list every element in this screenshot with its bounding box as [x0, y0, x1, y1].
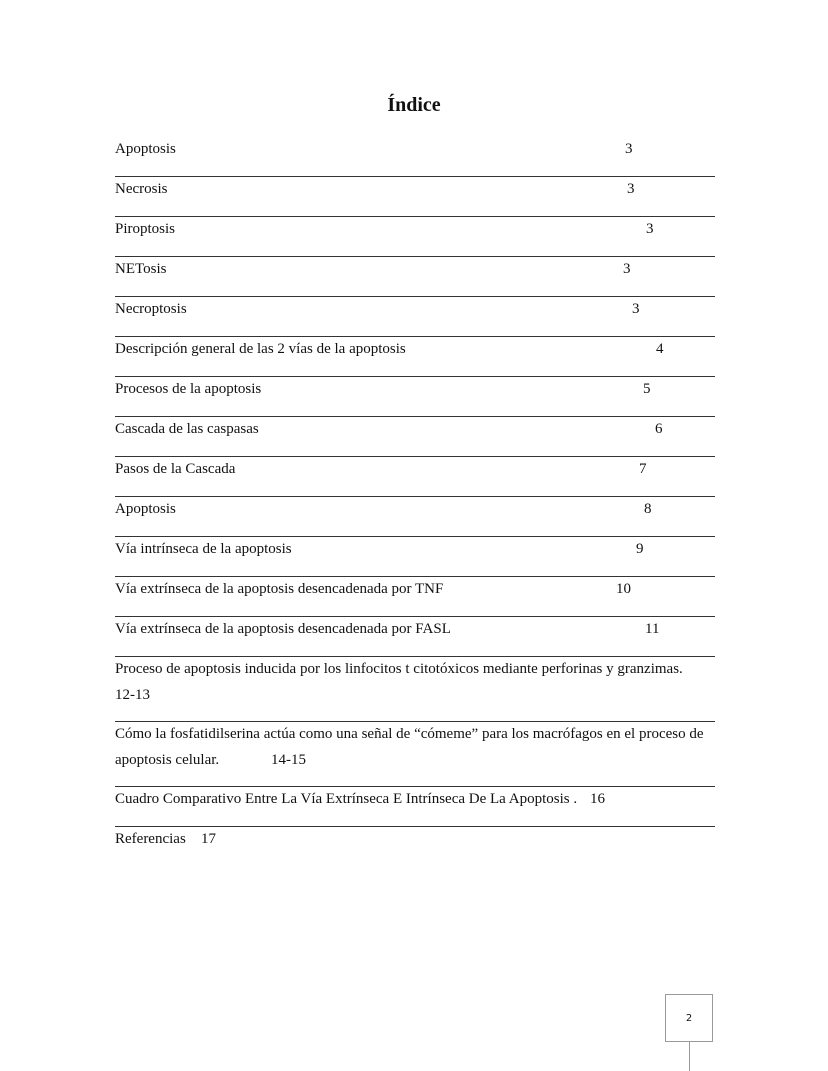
toc-entry-page: 3: [623, 261, 631, 277]
page-title: Índice: [387, 94, 441, 116]
toc-entry-page: 16: [590, 791, 605, 807]
toc-entry-label: Piroptosis: [115, 221, 176, 237]
divider: [115, 176, 715, 177]
toc-entry-page: 3: [625, 141, 633, 157]
toc-entry-page: 3: [632, 301, 640, 317]
page-number: 2: [685, 1012, 693, 1024]
toc-entry-label-line2: apoptosis celular.: [115, 752, 220, 768]
toc-entry-label: Cómo la fosfatidilserina actúa como una señal de “cómeme” para los macrófagos en el proceso de: [115, 726, 704, 742]
toc-entry-page: 7: [639, 461, 647, 477]
toc-entry-label: Referencias: [115, 831, 186, 847]
toc-entry-page: 4: [656, 341, 664, 357]
divider: [115, 216, 715, 217]
toc-entry-label: NETosis: [115, 261, 167, 277]
toc-entry-page: 17: [201, 831, 216, 847]
page-number-connector: [689, 1041, 690, 1071]
toc-entry-label: Necrosis: [115, 181, 168, 197]
toc-entry-page: 8: [644, 501, 652, 517]
toc-entry-label: Apoptosis: [115, 141, 176, 157]
toc-entry-label: Descripción general de las 2 vías de la apoptosis: [115, 341, 406, 357]
toc-entry-label: Pasos de la Cascada: [115, 461, 236, 477]
divider: [115, 496, 715, 497]
toc-entry-label: Apoptosis: [115, 501, 176, 517]
toc-entry-page: 11: [645, 621, 660, 637]
toc-entry-label: Cuadro Comparativo Entre La Vía Extrínseca E Intrínseca De La Apoptosis .: [115, 791, 578, 807]
toc-entry-label: Cascada de las caspasas: [115, 421, 259, 437]
toc-entry-page: 5: [643, 381, 651, 397]
toc-entry-label: Procesos de la apoptosis: [115, 381, 262, 397]
toc-entry-label: Vía extrínseca de la apoptosis desencadenada por FASL: [115, 621, 451, 637]
toc-entry-page: 9: [636, 541, 644, 557]
toc-entry-label: Vía intrínseca de la apoptosis: [115, 541, 292, 557]
divider: [115, 296, 715, 297]
toc-entry-label: Proceso de apoptosis inducida por los linfocitos t citotóxicos mediante perforinas y granzimas.: [115, 661, 683, 677]
toc-entry-page: 3: [646, 221, 654, 237]
toc-entry-page: 10: [616, 581, 631, 597]
toc-entry-label: Vía extrínseca de la apoptosis desencadenada por TNF: [115, 581, 444, 597]
toc-entry-label: Necroptosis: [115, 301, 187, 317]
page-number-box: [665, 994, 713, 1042]
toc-entry-page: 12-13: [115, 687, 150, 703]
toc-entry-page: 14-15: [271, 752, 306, 768]
toc-entry-page: 6: [655, 421, 663, 437]
toc-entry-page: 3: [627, 181, 635, 197]
